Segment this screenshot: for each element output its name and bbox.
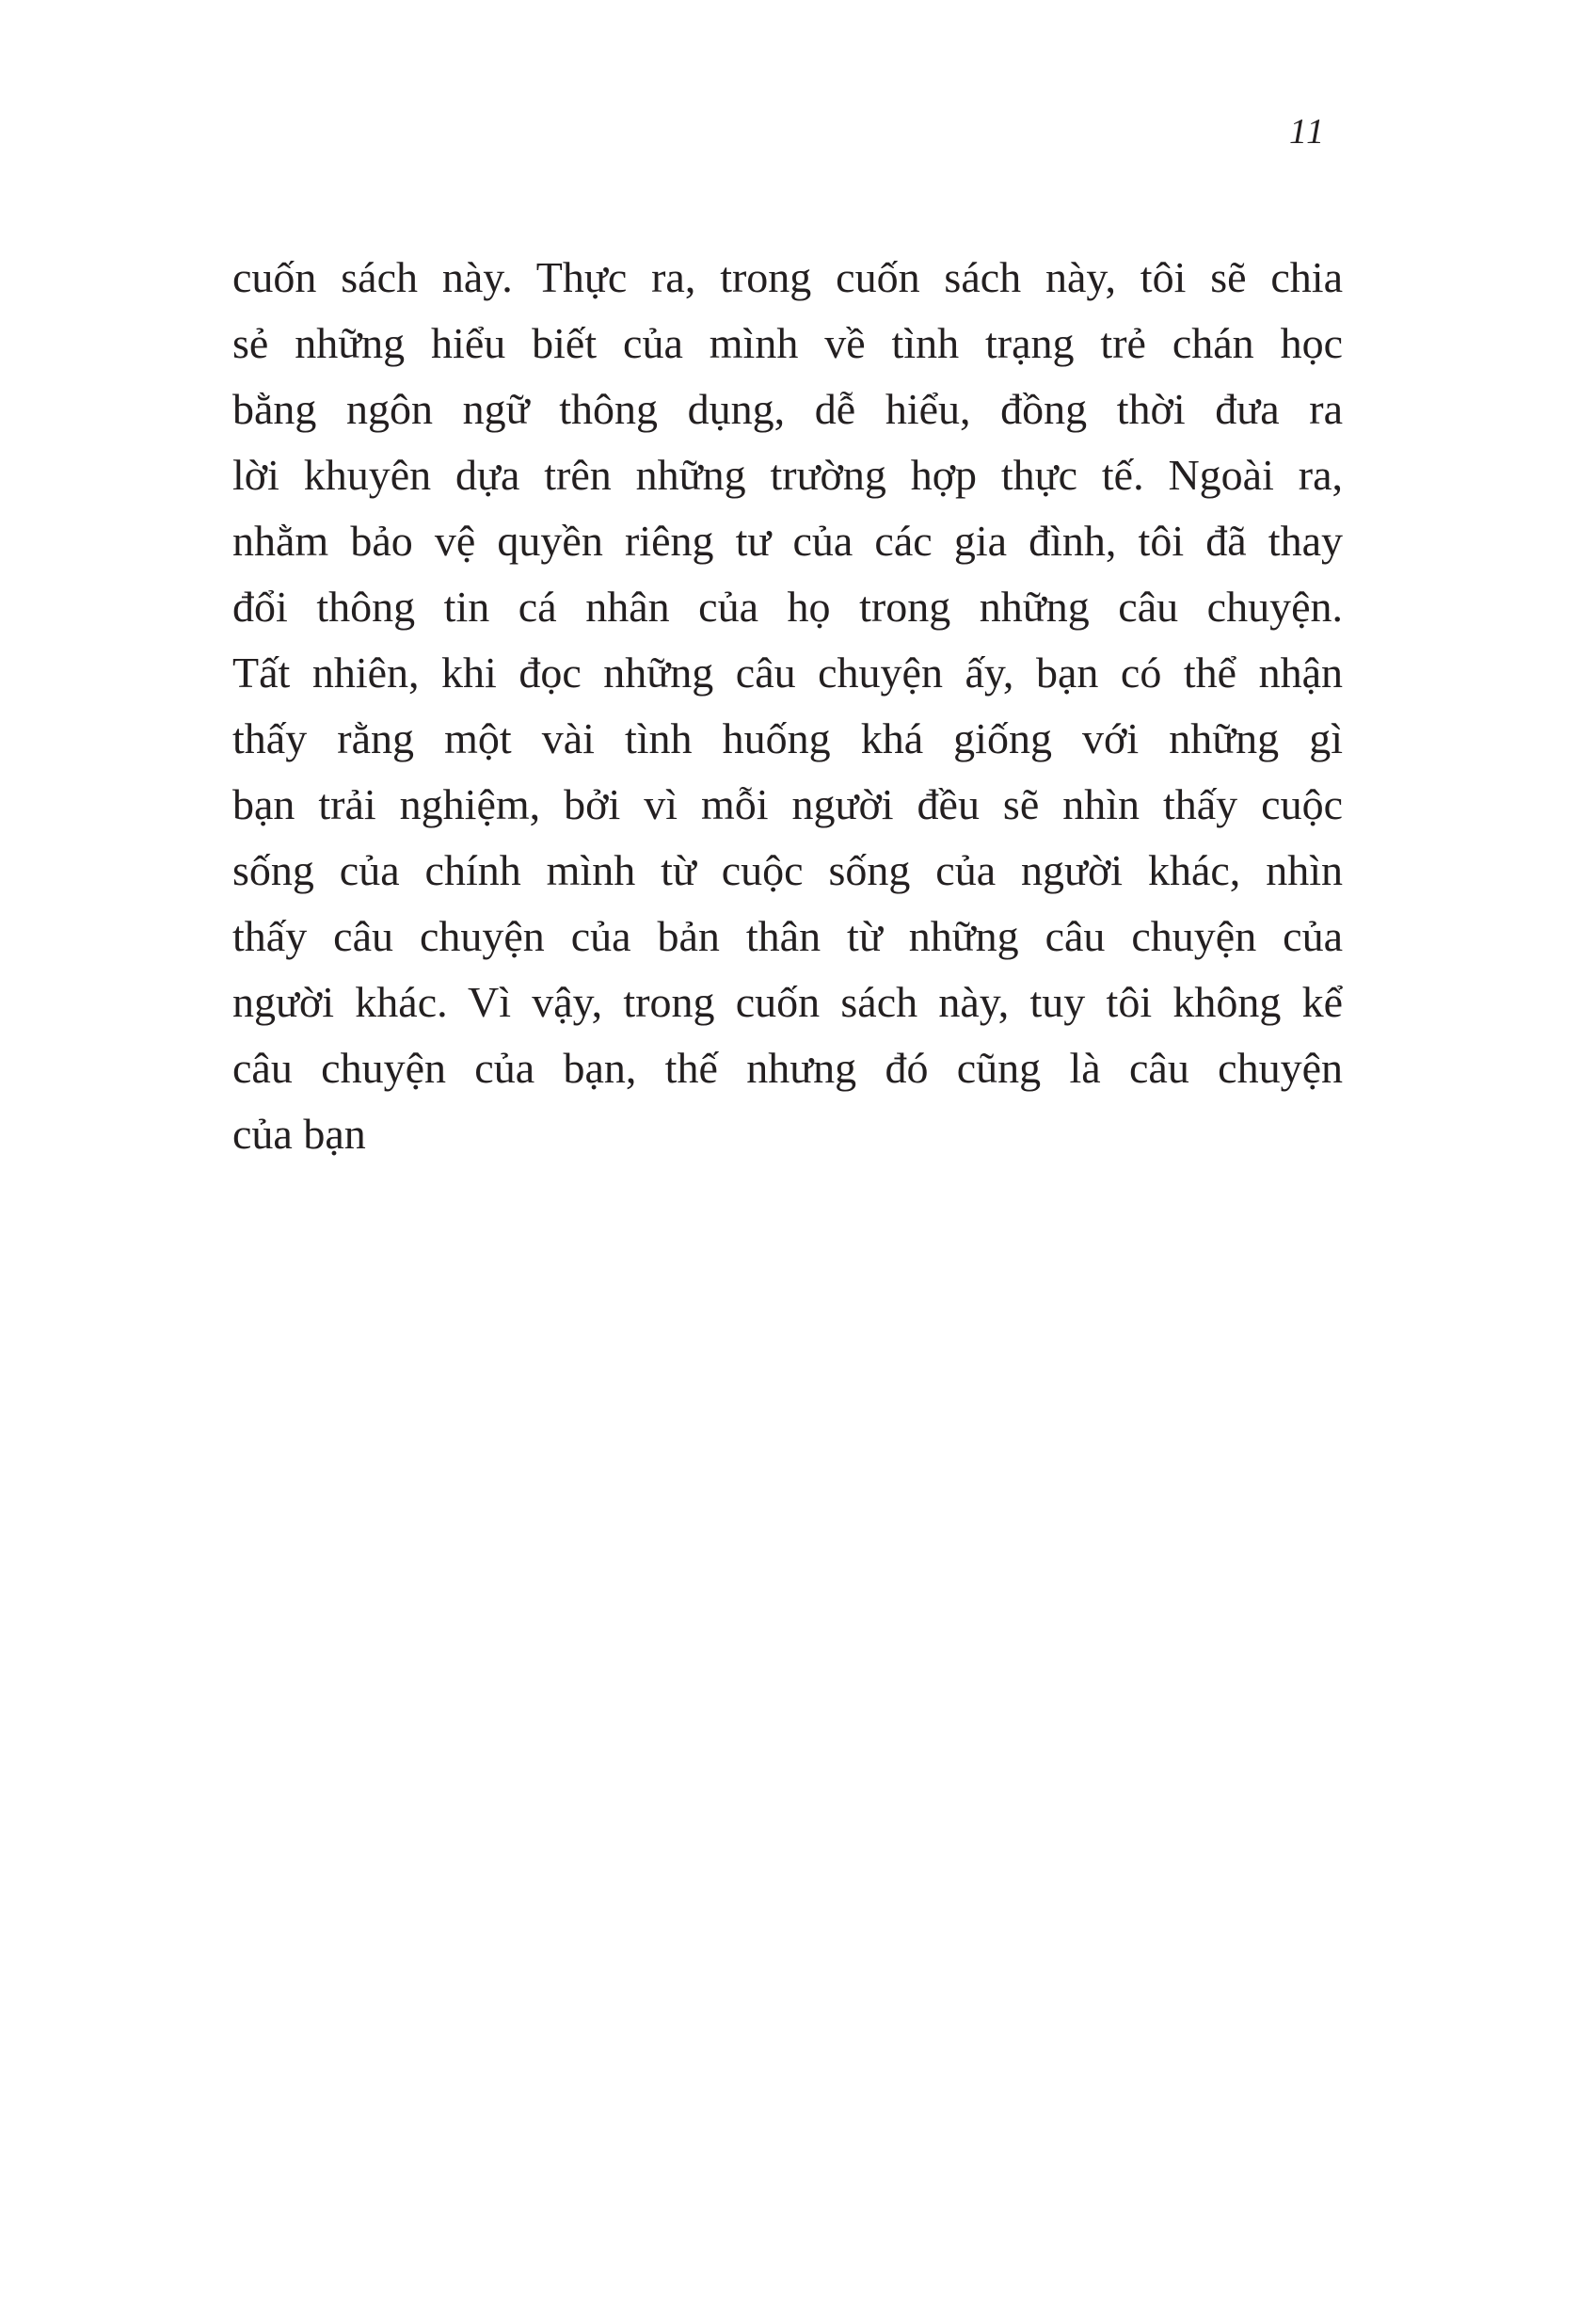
paragraph-line: thấy câu chuyện của bản thân từ những câu chuyện của <box>232 912 1343 960</box>
paragraph-line: câu chuyện của bạn, thế nhưng đó cũng là câu chuyện <box>232 1044 1343 1092</box>
paragraph-line: thấy rằng một vài tình huống khá giống với những gì <box>232 714 1343 762</box>
paragraph-line: đổi thông tin cá nhân của họ trong những câu chuyện. <box>232 583 1343 631</box>
paragraph-line: sẻ những hiểu biết của mình về tình trạng trẻ chán học <box>232 319 1343 367</box>
paragraph-line: cuốn sách này. Thực ra, trong cuốn sách này, tôi sẽ chia <box>232 253 1343 301</box>
paragraph-line-last: của bạn <box>232 1110 366 1158</box>
paragraph-line: lời khuyên dựa trên những trường hợp thực tế. Ngoài ra, <box>232 451 1343 499</box>
paragraph-line: Tất nhiên, khi đọc những câu chuyện ấy, bạn có thể nhận <box>232 649 1343 697</box>
paragraph-line: người khác. Vì vậy, trong cuốn sách này, tuy tôi không kể <box>232 978 1343 1026</box>
paragraph-line: bạn trải nghiệm, bởi vì mỗi người đều sẽ nhìn thấy cuộc <box>232 780 1343 828</box>
paragraph-line: sống của chính mình từ cuộc sống của người khác, nhìn <box>232 846 1343 894</box>
body-paragraph <box>232 245 1343 1167</box>
paragraph-line: nhằm bảo vệ quyền riêng tư của các gia đình, tôi đã thay <box>232 517 1343 565</box>
page-number: 11 <box>1289 112 1327 152</box>
paragraph-line: bằng ngôn ngữ thông dụng, dễ hiểu, đồng thời đưa ra <box>232 385 1343 433</box>
